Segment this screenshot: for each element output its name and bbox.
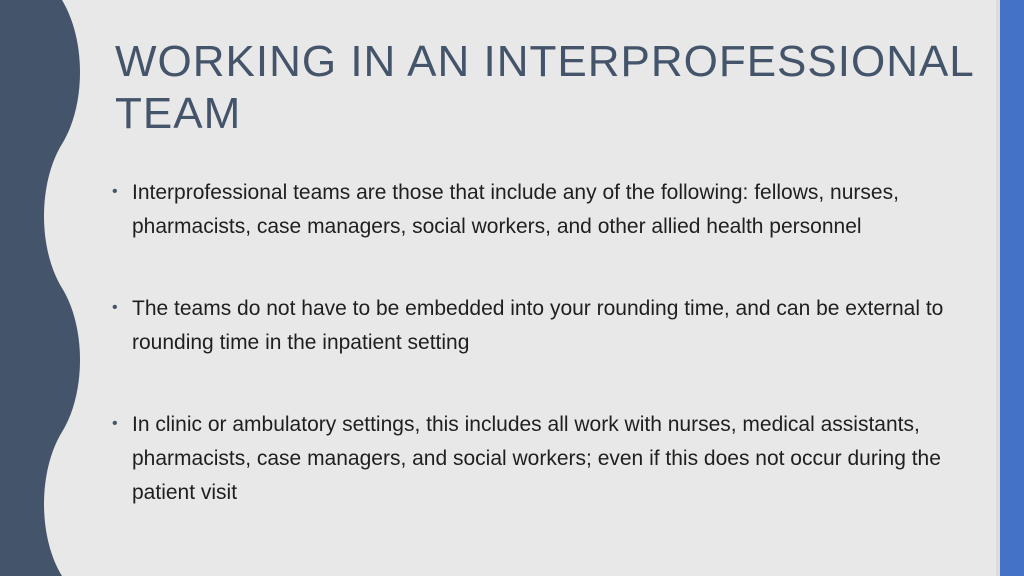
bullet-list: [112, 176, 962, 510]
wavy-left-band: [0, 0, 90, 576]
bullet-item: [112, 292, 962, 360]
bullet-text: The teams do not have to be embedded into your rounding time, and can be external to rounding time in the inpatient setting: [132, 297, 944, 354]
bullet-item: [112, 176, 962, 244]
bullet-icon: •: [112, 415, 118, 432]
wavy-band-shape: [0, 0, 80, 576]
bullet-item: [112, 408, 962, 510]
bullet-icon: •: [112, 183, 118, 200]
bullet-text: In clinic or ambulatory settings, this includes all work with nurses, medical assistants, pharmacists, case managers, and social workers; even if this does not occur during the patient visit: [132, 413, 941, 504]
slide-title: WORKING IN AN INTERPROFESSIONAL TEAM: [115, 37, 974, 138]
bullet-icon: •: [112, 299, 118, 316]
right-accent-bar: [1000, 0, 1024, 576]
bullet-text: Interprofessional teams are those that include any of the following: fellows, nurses, pharmacists, case managers, social workers, and other allied health personnel: [132, 181, 899, 238]
